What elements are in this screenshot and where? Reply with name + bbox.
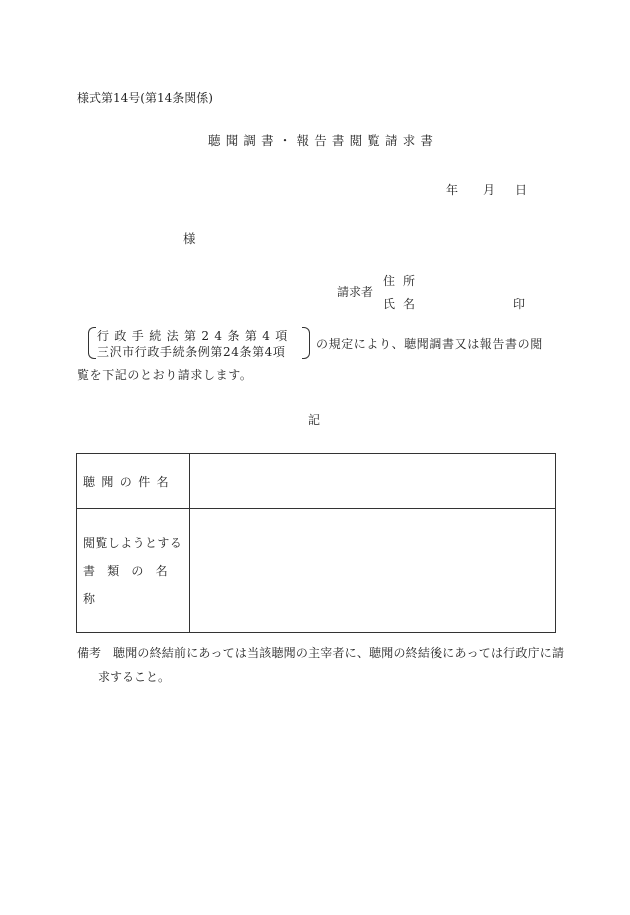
body-text-line1: の規定により、聴聞調書又は報告書の閲 [316,337,543,351]
ki-mark: 記 [308,413,321,427]
requester-label: 請求者 [337,285,374,299]
document-name-field[interactable] [190,509,556,633]
seal-label: 印 [513,297,526,311]
note-line1: 聴聞の終結前にあっては当該聴聞の主宰者に、聴聞の終結後にあっては行政庁に請 [113,646,565,660]
document-title: 聴聞調書・報告書閲覧請求書 [208,133,439,148]
hearing-subject-field[interactable] [190,454,556,509]
note-line2: 求すること。 [98,670,171,684]
legal-basis-line2: 三沢市行政手続条例第24条第4項 [97,345,286,359]
legal-basis-line1: 行政手続法第24条第4項 [97,329,293,343]
form-number: 様式第14号(第14条関係) [77,91,213,105]
request-table [76,453,556,633]
document-name-label-line2: 書類の名称 [83,563,180,606]
date-year-label: 年 [446,183,459,197]
right-bracket [302,327,310,359]
table-row [77,454,556,509]
hearing-subject-label-cell [77,454,190,509]
document-name-label-line1: 閲覧しようとする [83,535,183,550]
note-label: 備考 [77,646,102,660]
hearing-subject-label: 聴聞の件名 [83,474,176,489]
table-row [77,509,556,633]
date-month-label: 月 [483,183,496,197]
name-label: 氏名 [383,297,424,311]
addressee-suffix: 様 [183,231,196,246]
document-name-label-cell [77,509,190,633]
address-label: 住所 [383,274,424,288]
body-text-line2: 覧を下記のとおり請求します。 [77,368,253,382]
left-bracket [88,327,96,359]
date-day-label: 日 [515,183,528,197]
